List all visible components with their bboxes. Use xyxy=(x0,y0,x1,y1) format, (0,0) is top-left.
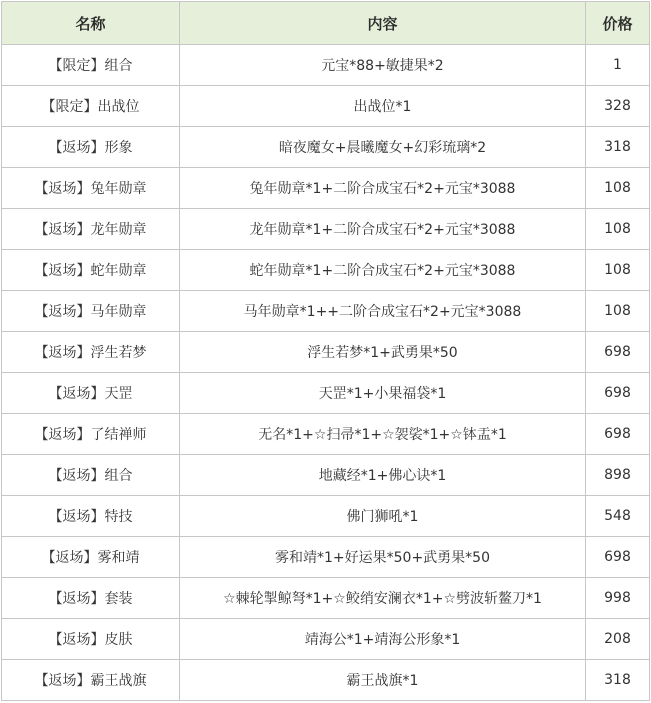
cell-name: 【返场】特技 xyxy=(2,496,180,537)
cell-name: 【返场】套装 xyxy=(2,578,180,619)
cell-price: 328 xyxy=(586,86,650,127)
cell-content: 地藏经*1+佛心诀*1 xyxy=(180,455,586,496)
table-row xyxy=(2,455,650,496)
cell-content: 马年勋章*1++二阶合成宝石*2+元宝*3088 xyxy=(180,291,586,332)
cell-price: 108 xyxy=(586,209,650,250)
cell-content: 靖海公*1+靖海公形象*1 xyxy=(180,619,586,660)
cell-content: 浮生若梦*1+武勇果*50 xyxy=(180,332,586,373)
cell-content: 佛门狮吼*1 xyxy=(180,496,586,537)
cell-content: 暗夜魔女+晨曦魔女+幻彩琉璃*2 xyxy=(180,127,586,168)
table-row xyxy=(2,619,650,660)
table-row xyxy=(2,45,650,86)
cell-name: 【返场】形象 xyxy=(2,127,180,168)
cell-name: 【返场】兔年勋章 xyxy=(2,168,180,209)
cell-price: 1 xyxy=(586,45,650,86)
header-name: 名称 xyxy=(2,2,180,45)
cell-content: ☆棘轮掣鲸弩*1+☆鲛绡安澜衣*1+☆劈波斩鳌刀*1 xyxy=(180,578,586,619)
cell-price: 548 xyxy=(586,496,650,537)
cell-name: 【返场】龙年勋章 xyxy=(2,209,180,250)
cell-name: 【返场】组合 xyxy=(2,455,180,496)
table-row xyxy=(2,168,650,209)
table-body xyxy=(2,45,650,701)
table-row xyxy=(2,332,650,373)
cell-content: 霸王战旗*1 xyxy=(180,660,586,701)
table-row xyxy=(2,660,650,701)
table-row xyxy=(2,250,650,291)
cell-price: 108 xyxy=(586,168,650,209)
item-price-table xyxy=(1,1,650,701)
cell-price: 898 xyxy=(586,455,650,496)
table-row xyxy=(2,86,650,127)
table-row xyxy=(2,578,650,619)
cell-price: 698 xyxy=(586,373,650,414)
header-price: 价格 xyxy=(586,2,650,45)
cell-name: 【返场】了结禅师 xyxy=(2,414,180,455)
cell-content: 元宝*88+敏捷果*2 xyxy=(180,45,586,86)
cell-price: 698 xyxy=(586,332,650,373)
cell-content: 无名*1+☆扫帚*1+☆袈裟*1+☆钵盂*1 xyxy=(180,414,586,455)
table-row xyxy=(2,291,650,332)
table-row xyxy=(2,373,650,414)
cell-price: 318 xyxy=(586,660,650,701)
cell-price: 698 xyxy=(586,414,650,455)
table-row xyxy=(2,496,650,537)
cell-price: 698 xyxy=(586,537,650,578)
cell-content: 龙年勋章*1+二阶合成宝石*2+元宝*3088 xyxy=(180,209,586,250)
cell-content: 蛇年勋章*1+二阶合成宝石*2+元宝*3088 xyxy=(180,250,586,291)
cell-name: 【返场】雾和靖 xyxy=(2,537,180,578)
cell-name: 【返场】霸王战旗 xyxy=(2,660,180,701)
cell-name: 【返场】浮生若梦 xyxy=(2,332,180,373)
cell-price: 108 xyxy=(586,250,650,291)
cell-name: 【返场】皮肤 xyxy=(2,619,180,660)
cell-name: 【返场】蛇年勋章 xyxy=(2,250,180,291)
cell-name: 【返场】马年勋章 xyxy=(2,291,180,332)
cell-content: 雾和靖*1+好运果*50+武勇果*50 xyxy=(180,537,586,578)
cell-name: 【限定】出战位 xyxy=(2,86,180,127)
cell-price: 998 xyxy=(586,578,650,619)
cell-content: 兔年勋章*1+二阶合成宝石*2+元宝*3088 xyxy=(180,168,586,209)
cell-content: 天罡*1+小果福袋*1 xyxy=(180,373,586,414)
cell-name: 【限定】组合 xyxy=(2,45,180,86)
table-header-row xyxy=(2,2,650,45)
cell-price: 208 xyxy=(586,619,650,660)
cell-name: 【返场】天罡 xyxy=(2,373,180,414)
cell-content: 出战位*1 xyxy=(180,86,586,127)
cell-price: 108 xyxy=(586,291,650,332)
table-row xyxy=(2,209,650,250)
header-content: 内容 xyxy=(180,2,586,45)
cell-price: 318 xyxy=(586,127,650,168)
table-row xyxy=(2,537,650,578)
table-row xyxy=(2,127,650,168)
table-row xyxy=(2,414,650,455)
